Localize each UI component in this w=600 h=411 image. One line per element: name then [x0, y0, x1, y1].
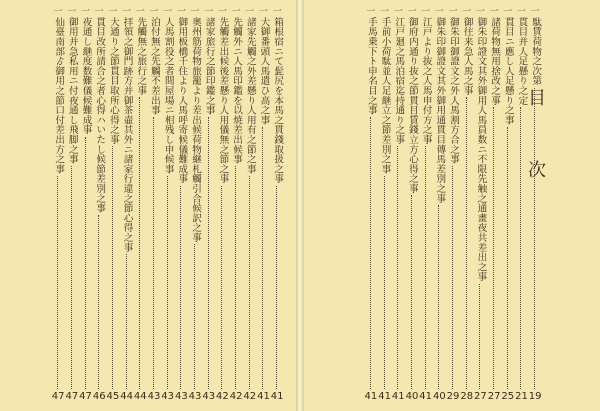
- toc-entry: [515, 8, 529, 405]
- dot-leader: [221, 186, 223, 389]
- dot-leader: [153, 117, 155, 389]
- entry-title: 駄賃荷物之次第: [530, 17, 542, 86]
- entry-page-number: 25: [501, 391, 515, 402]
- toc-entry: [364, 8, 378, 405]
- dot-leader: [98, 215, 100, 389]
- toc-entry: [474, 8, 488, 405]
- entry-bullet-mark: 一: [53, 7, 63, 17]
- dot-leader: [384, 176, 386, 389]
- toc-entry: [528, 8, 542, 405]
- entry-bullet-mark: 一: [108, 7, 118, 17]
- dot-leader: [479, 284, 481, 389]
- entry-title: 御府内通り抜之節貫目賃錢立方心得之事: [406, 17, 418, 194]
- toc-entry: [106, 8, 120, 405]
- dot-leader: [370, 117, 372, 389]
- entry-title: 御用并急私用ニ付夜通し飛脚之事: [66, 17, 78, 164]
- entry-bullet-mark: 一: [503, 7, 513, 17]
- entry-title: 先觸無之旅行之事: [135, 17, 147, 96]
- entry-bullet-mark: 一: [366, 7, 376, 17]
- entry-page-number: 42: [216, 391, 229, 402]
- entry-title: 大通り之節貫目取所心得之事: [107, 17, 119, 145]
- entry-page-number: 41: [364, 391, 378, 402]
- entry-title: 先觸差出候後差懸り人用儀無之節之事: [217, 17, 229, 184]
- entry-title: 御用板橋千住より人馬呼寄候儀難成事: [176, 17, 188, 184]
- dot-leader: [534, 88, 536, 389]
- dot-leader: [235, 166, 237, 389]
- toc-title: 目次: [525, 88, 546, 232]
- toc-entry: [391, 8, 405, 405]
- toc-entry: [133, 8, 147, 405]
- entry-title: 御往来急人馬之事: [461, 17, 473, 96]
- dot-leader: [112, 146, 114, 389]
- toc-list-right: [306, 8, 542, 405]
- entry-bullet-mark: 一: [135, 7, 145, 17]
- book-gutter: [296, 0, 304, 411]
- toc-entry: [405, 8, 419, 405]
- entry-page-number: 46: [92, 391, 106, 402]
- entry-page-number: 43: [161, 391, 175, 402]
- entry-page-number: 27: [487, 391, 501, 402]
- entry-title: 人馬割役之者間屋場ニ相残し申候事: [162, 17, 174, 174]
- entry-bullet-mark: 一: [231, 7, 241, 17]
- toc-list-left: [12, 8, 284, 405]
- dot-leader: [126, 254, 128, 389]
- entry-page-number: 44: [133, 391, 147, 402]
- entry-bullet-mark: 一: [149, 7, 159, 17]
- entry-bullet-mark: 一: [516, 7, 526, 17]
- dot-leader: [438, 205, 440, 389]
- entry-title: 貫目ニ應し人足懸り之事: [502, 17, 514, 125]
- entry-bullet-mark: 一: [272, 7, 282, 17]
- entry-page-number: 43: [188, 391, 202, 402]
- dot-leader: [276, 186, 278, 389]
- entry-bullet-mark: 一: [475, 7, 485, 17]
- entry-bullet-mark: 一: [81, 7, 91, 17]
- entry-bullet-mark: 一: [245, 7, 255, 17]
- entry-bullet-mark: 一: [530, 7, 540, 17]
- toc-entry: [65, 8, 79, 405]
- entry-page-number: 19: [528, 391, 542, 402]
- entry-title: 諸家旅行之節印鑑之事: [203, 17, 215, 115]
- entry-title: 手馬乗下ト申名目之事: [365, 17, 377, 115]
- dot-leader: [57, 176, 59, 389]
- dot-leader: [262, 127, 264, 389]
- dot-leader: [139, 97, 141, 389]
- dot-leader: [397, 146, 399, 389]
- entry-bullet-mark: 一: [94, 7, 104, 17]
- entry-title: 泊付無之先觸不差出事: [148, 17, 160, 115]
- entry-page-number: 29: [446, 391, 460, 402]
- entry-page-number: 43: [202, 391, 216, 402]
- toc-entry: [161, 8, 175, 405]
- entry-title: 手前小荷駄並人足継立之節差別之事: [379, 17, 391, 174]
- toc-entry: [270, 8, 284, 405]
- entry-page-number: 41: [270, 391, 284, 402]
- entry-bullet-mark: 一: [163, 7, 173, 17]
- entry-bullet-mark: 一: [67, 7, 77, 17]
- entry-bullet-mark: 一: [380, 7, 390, 17]
- entry-page-number: 41: [391, 391, 405, 402]
- toc-entry: [229, 8, 243, 405]
- dot-leader: [507, 127, 509, 389]
- toc-entry: [92, 8, 106, 405]
- toc-entry: [433, 8, 447, 405]
- entry-page-number: 45: [106, 391, 120, 402]
- dot-leader: [466, 97, 468, 389]
- dot-leader: [194, 244, 196, 389]
- entry-title: 御朱印御證文其外御用通貫目傳馬差別之事: [434, 17, 446, 204]
- dot-leader: [208, 117, 210, 389]
- entry-page-number: 43: [147, 391, 161, 402]
- entry-page-number: 42: [243, 391, 257, 402]
- dot-leader: [167, 176, 169, 389]
- entry-title: 仙臺南部ゟ御用之節口付差出方之事: [53, 17, 65, 174]
- entry-bullet-mark: 一: [421, 7, 431, 17]
- dot-leader: [71, 166, 73, 389]
- toc-entry: [147, 8, 161, 405]
- toc-entry: [446, 8, 460, 405]
- entry-title: 江戸廻之馬泊宿迄持通り之事: [393, 17, 405, 145]
- entry-bullet-mark: 一: [462, 7, 472, 17]
- entry-bullet-mark: 一: [393, 7, 403, 17]
- entry-title: 先觸外ニ人馬印鑑を以焼差出候事: [231, 17, 243, 164]
- entry-page-number: 47: [65, 391, 79, 402]
- toc-entry: [51, 8, 65, 405]
- entry-page-number: 47: [79, 391, 92, 402]
- right-page: [304, 0, 600, 411]
- entry-page-number: 28: [460, 391, 474, 402]
- entry-page-number: 40: [432, 391, 446, 402]
- entry-title: 貫目改所請合之者心得ハいたし候節差別之事: [94, 17, 106, 213]
- entry-title: 御朱印證文其外御用人馬員数ニ不限先触之通畫夜共差出之事: [475, 17, 487, 282]
- entry-page-number: 47: [51, 391, 65, 402]
- toc-entry: [257, 8, 271, 405]
- entry-bullet-mark: 一: [448, 7, 458, 17]
- entry-bullet-mark: 一: [407, 7, 417, 17]
- toc-entry: [202, 8, 216, 405]
- entry-title: 大御番頭人馬遣ひ高之事: [258, 17, 270, 125]
- entry-title: 諸荷物無用捨改之事: [489, 17, 501, 106]
- dot-leader: [249, 176, 251, 389]
- entry-page-number: 27: [474, 391, 487, 402]
- entry-page-number: 41: [378, 391, 391, 402]
- toc-entry: [120, 8, 134, 405]
- entry-title: 箱根宿ニて髭尻を本馬之貫錢取扱之事: [272, 17, 284, 184]
- toc-entry: [175, 8, 189, 405]
- dot-leader: [180, 186, 182, 389]
- entry-bullet-mark: 一: [489, 7, 499, 17]
- toc-entry: [378, 8, 392, 405]
- entry-title: 諸家先觸之外差懸り人用有之節之事: [244, 17, 256, 174]
- toc-entry: [460, 8, 474, 405]
- entry-bullet-mark: 一: [217, 7, 227, 17]
- left-page: [0, 0, 296, 411]
- entry-title: 御朱印御證文之外人馬割方合之事: [448, 17, 460, 164]
- entry-page-number: 42: [229, 391, 243, 402]
- dot-leader: [520, 107, 522, 389]
- entry-page-number: 40: [405, 391, 419, 402]
- dot-leader: [493, 107, 495, 389]
- dot-leader: [85, 137, 87, 389]
- entry-bullet-mark: 一: [434, 7, 444, 17]
- entry-bullet-mark: 一: [122, 7, 132, 17]
- toc-entry: [216, 8, 230, 405]
- dot-leader: [411, 195, 413, 389]
- toc-entry: [188, 8, 202, 405]
- toc-entry: [487, 8, 501, 405]
- entry-title: 江戸より抜之人馬申付方之事: [420, 17, 432, 145]
- dot-leader: [425, 146, 427, 389]
- entry-title: 貫目并人足懸り之定: [516, 17, 528, 106]
- entry-bullet-mark: 一: [204, 7, 214, 17]
- entry-page-number: 41: [419, 391, 433, 402]
- entry-bullet-mark: 一: [258, 7, 268, 17]
- entry-page-number: 43: [174, 391, 188, 402]
- toc-entry: [243, 8, 257, 405]
- toc-entry: [419, 8, 433, 405]
- entry-page-number: 21: [515, 391, 528, 402]
- entry-title: 夜通し継度数難儀候難成事: [80, 17, 92, 135]
- entry-bullet-mark: 一: [190, 7, 200, 17]
- entry-page-number: 44: [120, 391, 133, 402]
- entry-title: 奥州筋荷物旅籠より差出候荷物継札觸引合候訳之事: [190, 17, 202, 243]
- entry-title: 拝領之御門跡方并御茶壷其外ニ諸家行違之節心得之事: [121, 17, 133, 253]
- entry-bullet-mark: 一: [176, 7, 186, 17]
- toc-entry: [501, 8, 515, 405]
- toc-entry: [79, 8, 93, 405]
- entry-page-number: 41: [257, 391, 270, 402]
- dot-leader: [452, 166, 454, 389]
